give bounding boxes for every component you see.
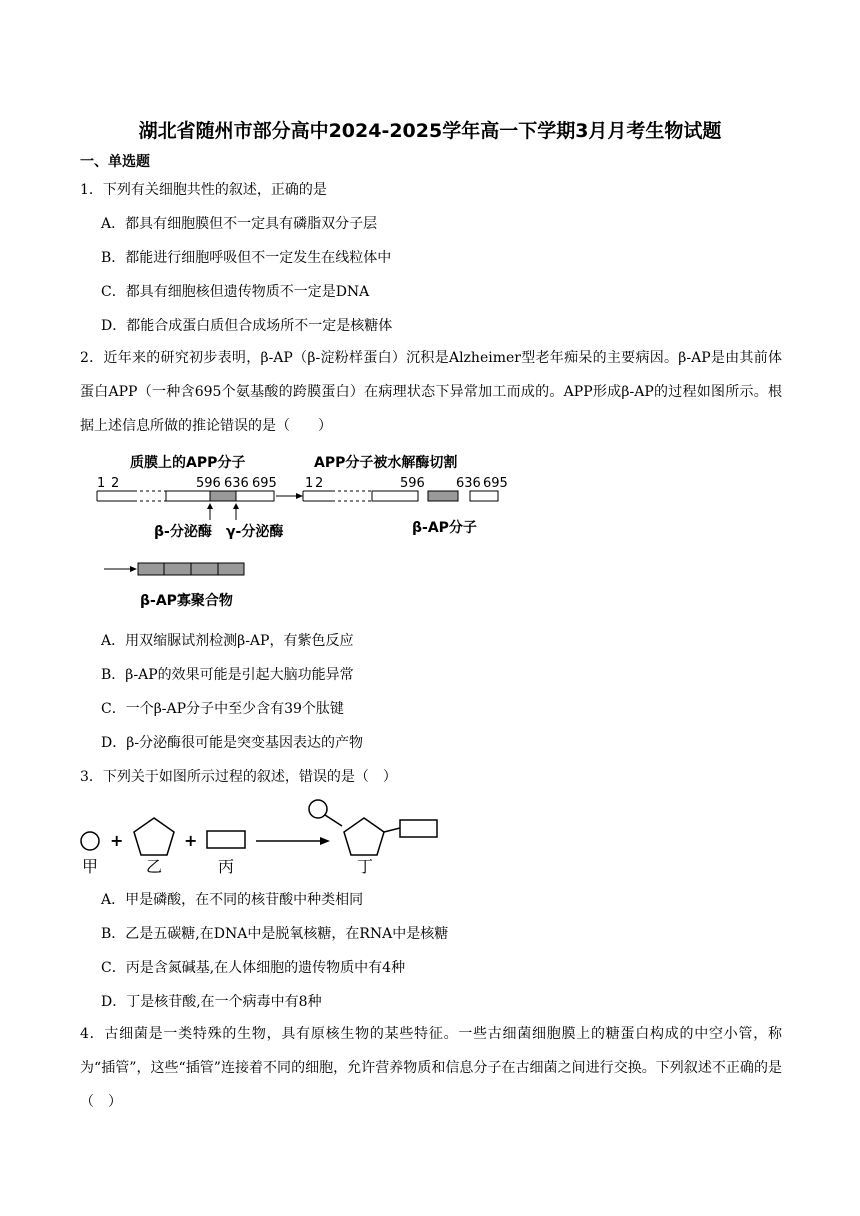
figure-num-1-left: 1 xyxy=(97,476,106,491)
section-heading: 一、单选题 xyxy=(80,154,150,170)
beta-secretase-arrowhead xyxy=(207,503,213,509)
figure-num-636-left: 636 xyxy=(224,476,249,491)
nucleotide-assembled xyxy=(309,800,437,855)
figure-num-2-right: 2 xyxy=(315,476,324,491)
question-3-stem: 3．下列关于如图所示过程的叙述，错误的是（ ） xyxy=(80,769,397,785)
figure-label-membrane-app: 质膜上的APP分子 xyxy=(130,455,246,471)
question-2-option-d: D．β-分泌酶很可能是突变基因表达的产物 xyxy=(101,735,364,751)
question-3-option-a: A．甲是磷酸，在不同的核苷酸中种类相同 xyxy=(101,892,364,908)
cleaved-app-pieces xyxy=(303,491,498,501)
question-1-option-b: B．都能进行细胞呼吸但不一定发生在线粒体中 xyxy=(101,250,392,266)
exam-title: 湖北省随州市部分高中2024-2025学年高一下学期3月月考生物试题 xyxy=(138,120,722,142)
figure-label-hydrolase-cut: APP分子被水解酶切割 xyxy=(314,455,458,471)
gamma-secretase-label: γ-分泌酶 xyxy=(226,524,284,540)
plus-sign-1: + xyxy=(110,831,124,850)
label-ding: 丁 xyxy=(357,857,374,876)
figure-num-695-right: 695 xyxy=(483,476,508,491)
beta-ap-molecule-label: β-AP分子 xyxy=(412,520,477,536)
figure-num-1-right: 1 xyxy=(305,476,314,491)
figure-num-695-left: 695 xyxy=(252,476,277,491)
beta-ap-fragment xyxy=(428,491,458,501)
question-2-stem: 2．近年来的研究初步表明，β-AP（β-淀粉样蛋白）沉积是Alzheimer型老年痴呆的主要病因。β-AP是由其前体蛋白APP（一种含695个氨基酸的跨膜蛋白）在病理状态下异常加工而成的。APP形成β-AP的过程如图所示。根据上述信息所做的推论错误的是（ ） xyxy=(80,350,782,434)
process-arrowhead xyxy=(296,493,303,499)
phosphate-circle xyxy=(81,832,99,850)
question-1-option-a: A．都具有细胞膜但不一定具有磷脂双分子层 xyxy=(101,216,378,232)
beta-secretase-label: β-分泌酶 xyxy=(154,524,212,540)
question-1-option-d: D．都能合成蛋白质但合成场所不一定是核糖体 xyxy=(101,318,393,334)
label-jia: 甲 xyxy=(82,857,99,876)
oligomer-arrowhead xyxy=(130,566,137,572)
label-yi: 乙 xyxy=(146,857,163,876)
question-4-stem: 4．古细菌是一类特殊的生物，具有原核生物的某些特征。一些古细菌细胞膜上的糖蛋白构成的中空小管，称为“插管”，这些“插管”连接着不同的细胞，允许营养物质和信息分子在古细菌之间进行交换。下列叙述不正确的是（ ） xyxy=(80,1026,782,1110)
label-bing: 丙 xyxy=(218,857,235,876)
oligomer-label: β-AP寡聚合物 xyxy=(140,593,233,609)
nucleotide-figure xyxy=(76,798,456,880)
figure-num-596-right: 596 xyxy=(400,476,425,491)
question-3-option-c: C．丙是含氮碱基,在人体细胞的遗传物质中有4种 xyxy=(101,960,406,976)
question-3-option-d: D．丁是核苷酸,在一个病毒中有8种 xyxy=(101,994,322,1010)
beta-ap-oligomer xyxy=(138,563,244,575)
question-2-option-c: C．一个β-AP分子中至少含有39个肽键 xyxy=(101,701,344,717)
question-1-stem: 1．下列有关细胞共性的叙述，正确的是 xyxy=(80,182,327,198)
app-molecule-bar xyxy=(97,491,274,501)
plus-sign-2: + xyxy=(184,831,198,850)
gamma-secretase-arrowhead xyxy=(233,503,239,509)
figure-num-636-right: 636 xyxy=(456,476,481,491)
synthesis-arrowhead xyxy=(320,837,330,845)
app-cleavage-figure xyxy=(90,448,520,614)
pentose-pentagon xyxy=(134,818,174,855)
question-2-option-a: A．用双缩脲试剂检测β-AP，有紫色反应 xyxy=(101,633,354,649)
figure-num-2-left: 2 xyxy=(111,476,120,491)
question-1-option-c: C．都具有细胞核但遗传物质不一定是DNA xyxy=(101,284,370,300)
question-3-option-b: B．乙是五碳糖,在DNA中是脱氧核糖，在RNA中是核糖 xyxy=(101,926,449,942)
question-2-option-b: B．β-AP的效果可能是引起大脑功能异常 xyxy=(101,667,354,683)
figure-num-596-left: 596 xyxy=(196,476,221,491)
base-rectangle xyxy=(207,831,245,848)
